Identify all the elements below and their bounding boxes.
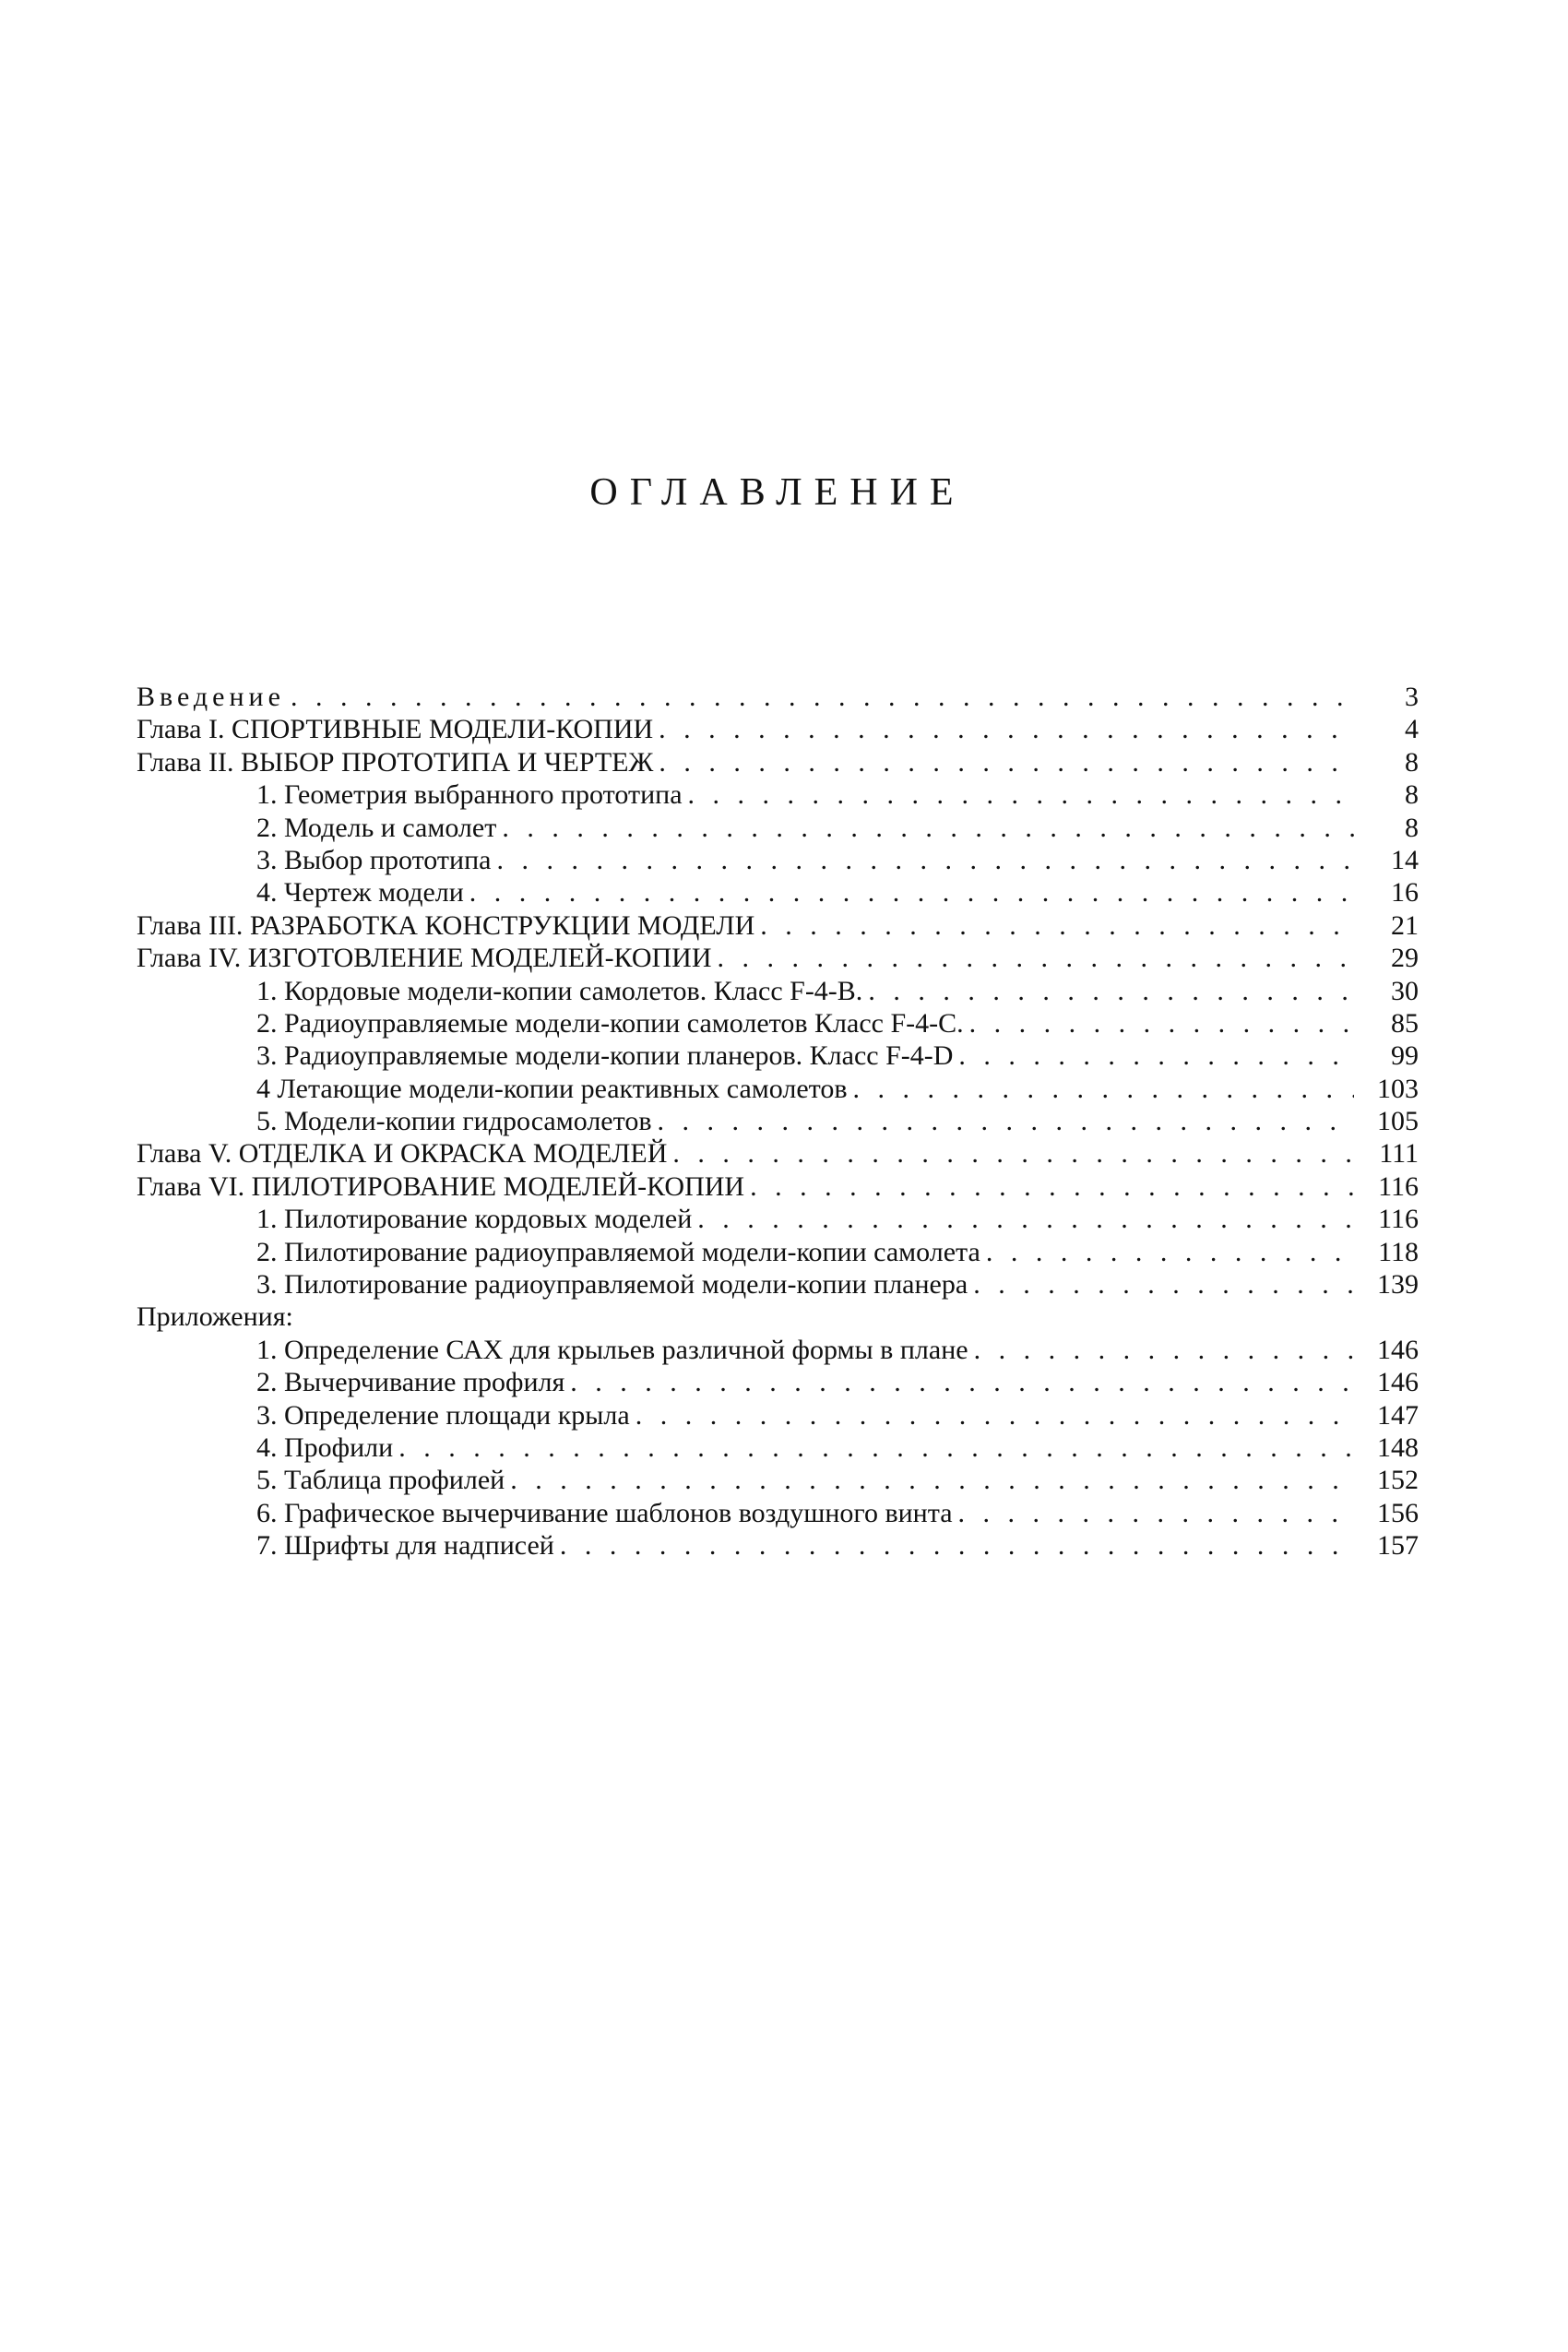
- dot-leader: [964, 1007, 1354, 1039]
- toc-entry-label: 5. Таблица профилей: [256, 1465, 505, 1496]
- toc-entry: [137, 1301, 1419, 1333]
- toc-entry-label: 3. Радиоуправляемые модели-копии планеров. Класс F-4-D: [256, 1040, 954, 1072]
- toc-entry-label: 7. Шрифты для надписей: [256, 1530, 554, 1562]
- toc-entry-page-number: 156: [1377, 1497, 1419, 1528]
- toc-subentry: [137, 1039, 1419, 1072]
- toc-subentry: [137, 1366, 1419, 1398]
- dot-leader: [848, 1073, 1354, 1105]
- table-of-contents: [137, 681, 1419, 1562]
- toc-entry-page-number: 157: [1377, 1530, 1419, 1562]
- toc-entry-label: Глава II. ВЫБОР ПРОТОТИПА И ЧЕРТЕЖ: [137, 746, 654, 778]
- toc-subentry: [137, 1399, 1419, 1431]
- page-title: ОГЛАВЛЕНИЕ: [589, 471, 966, 514]
- dot-leader: [953, 1039, 1354, 1072]
- dot-leader: [711, 942, 1354, 974]
- toc-subentry: [137, 1464, 1419, 1496]
- toc-entry-page-number: 146: [1377, 1367, 1419, 1398]
- toc-entry-label: Глава V. ОТДЕЛКА И ОКРАСКА МОДЕЛЕЙ: [137, 1138, 668, 1170]
- dot-leader: [980, 1236, 1354, 1268]
- toc-subentry: [137, 778, 1419, 811]
- dot-leader: [630, 1399, 1354, 1431]
- toc-entry-label: 2. Вычерчивание профиля: [256, 1367, 565, 1398]
- toc-entry-page-number: 116: [1378, 1170, 1419, 1202]
- dot-leader: [744, 1170, 1354, 1203]
- toc-entry-page-number: 148: [1377, 1431, 1419, 1463]
- toc-entry-page-number: 111: [1379, 1138, 1419, 1170]
- toc-entry-label: Глава VI. ПИЛОТИРОВАНИЕ МОДЕЛЕЙ-КОПИИ: [137, 1170, 745, 1202]
- toc-subentry: [137, 1529, 1419, 1562]
- toc-subentry: [137, 1236, 1419, 1268]
- dot-leader: [554, 1529, 1354, 1562]
- toc-entry-page-number: 146: [1377, 1334, 1419, 1365]
- toc-entry-page-number: 29: [1391, 943, 1419, 974]
- toc-entry: [137, 942, 1419, 974]
- toc-entry-page-number: 3: [1405, 682, 1419, 712]
- toc-entry-label: Введение: [137, 682, 285, 712]
- toc-entry-page-number: 4: [1405, 714, 1419, 745]
- toc-entry-label: Глава III. РАЗРАБОТКА КОНСТРУКЦИИ МОДЕЛИ: [137, 909, 755, 941]
- dot-leader: [968, 1268, 1354, 1301]
- toc-entry-label: 2. Модель и самолет: [256, 812, 497, 843]
- toc-entry-label: Глава I. СПОРТИВНЫЕ МОДЕЛИ-КОПИИ: [137, 714, 654, 745]
- dot-leader: [285, 681, 1354, 713]
- toc-subentry: [137, 1334, 1419, 1366]
- toc-entry-label: 1. Кордовые модели-копии самолетов. Класс F-4-B.: [256, 975, 863, 1006]
- dot-leader: [564, 1366, 1354, 1398]
- toc-entry-page-number: 14: [1391, 844, 1419, 875]
- toc-entry-page-number: 8: [1405, 746, 1419, 778]
- toc-subentry: [137, 1431, 1419, 1464]
- toc-entry-label: Глава IV. ИЗГОТОВЛЕНИЕ МОДЕЛЕЙ-КОПИИ: [137, 943, 712, 974]
- toc-entry-label: 5. Модели-копии гидросамолетов: [256, 1106, 652, 1137]
- toc-entry-page-number: 147: [1377, 1399, 1419, 1431]
- toc-entry-page-number: 139: [1377, 1269, 1419, 1301]
- toc-entry-label: Приложения:: [137, 1301, 293, 1333]
- toc-entry-label: 1. Пилотирование кордовых моделей: [256, 1204, 693, 1235]
- toc-entry: [137, 746, 1419, 778]
- toc-subentry: [137, 1497, 1419, 1529]
- dot-leader: [683, 778, 1354, 811]
- toc-subentry: [137, 1073, 1419, 1105]
- toc-entry-label: 1. Геометрия выбранного прототипа: [256, 779, 683, 811]
- dot-leader: [968, 1334, 1354, 1366]
- dot-leader: [491, 844, 1354, 876]
- dot-leader: [505, 1464, 1354, 1496]
- toc-entry-page-number: 16: [1391, 877, 1419, 909]
- toc-entry: [137, 681, 1419, 713]
- toc-subentry: [137, 812, 1419, 844]
- toc-subentry: [137, 844, 1419, 876]
- toc-entry-label: 1. Определение САХ для крыльев различной формы в плане: [256, 1334, 968, 1365]
- dot-leader: [953, 1497, 1354, 1529]
- dot-leader: [393, 1431, 1354, 1464]
- toc-subentry: [137, 876, 1419, 909]
- dot-leader: [496, 812, 1354, 844]
- dot-leader: [754, 909, 1354, 942]
- toc-entry-page-number: 8: [1405, 812, 1419, 843]
- toc-entry-page-number: 105: [1377, 1106, 1419, 1137]
- toc-entry: [137, 909, 1419, 942]
- toc-entry-page-number: 152: [1377, 1465, 1419, 1496]
- toc-entry-label: 4. Профили: [256, 1431, 394, 1463]
- toc-entry-page-number: 21: [1391, 909, 1419, 941]
- toc-subentry: [137, 975, 1419, 1007]
- toc-subentry: [137, 1105, 1419, 1137]
- dot-leader: [464, 876, 1354, 909]
- toc-entry-page-number: 30: [1391, 975, 1419, 1006]
- toc-entry-page-number: 103: [1377, 1073, 1419, 1104]
- toc-entry-label: 6. Графическое вычерчивание шаблонов воздушного винта: [256, 1497, 953, 1528]
- toc-entry: [137, 1170, 1419, 1203]
- toc-entry-label: 2. Радиоуправляемые модели-копии самолетов Класс F-4-C.: [256, 1007, 964, 1039]
- dot-leader: [652, 1105, 1355, 1137]
- toc-entry-page-number: 116: [1378, 1204, 1419, 1235]
- toc-entry-label: 3. Определение площади крыла: [256, 1399, 630, 1431]
- dot-leader: [692, 1203, 1354, 1235]
- toc-entry-page-number: 8: [1405, 779, 1419, 811]
- toc-subentry: [137, 1203, 1419, 1235]
- toc-entry-label: 4. Чертеж модели: [256, 877, 464, 909]
- toc-entry-label: 3. Пилотирование радиоуправляемой модели-копии планера: [256, 1269, 968, 1301]
- toc-entry-label: 2. Пилотирование радиоуправляемой модели-копии самолета: [256, 1236, 980, 1267]
- dot-leader: [862, 975, 1354, 1007]
- dot-leader: [653, 713, 1354, 745]
- toc-entry-label: 3. Выбор прототипа: [256, 844, 492, 875]
- toc-subentry: [137, 1007, 1419, 1039]
- toc-entry: [137, 1137, 1419, 1170]
- toc-entry: [137, 713, 1419, 745]
- toc-entry-page-number: 99: [1391, 1040, 1419, 1072]
- dot-leader: [653, 746, 1354, 778]
- toc-entry-page-number: 85: [1391, 1007, 1419, 1039]
- toc-entry-page-number: 118: [1378, 1236, 1419, 1267]
- dot-leader: [667, 1137, 1354, 1170]
- toc-entry-label: 4 Летающие модели-копии реактивных самолетов: [256, 1073, 848, 1104]
- toc-subentry: [137, 1268, 1419, 1301]
